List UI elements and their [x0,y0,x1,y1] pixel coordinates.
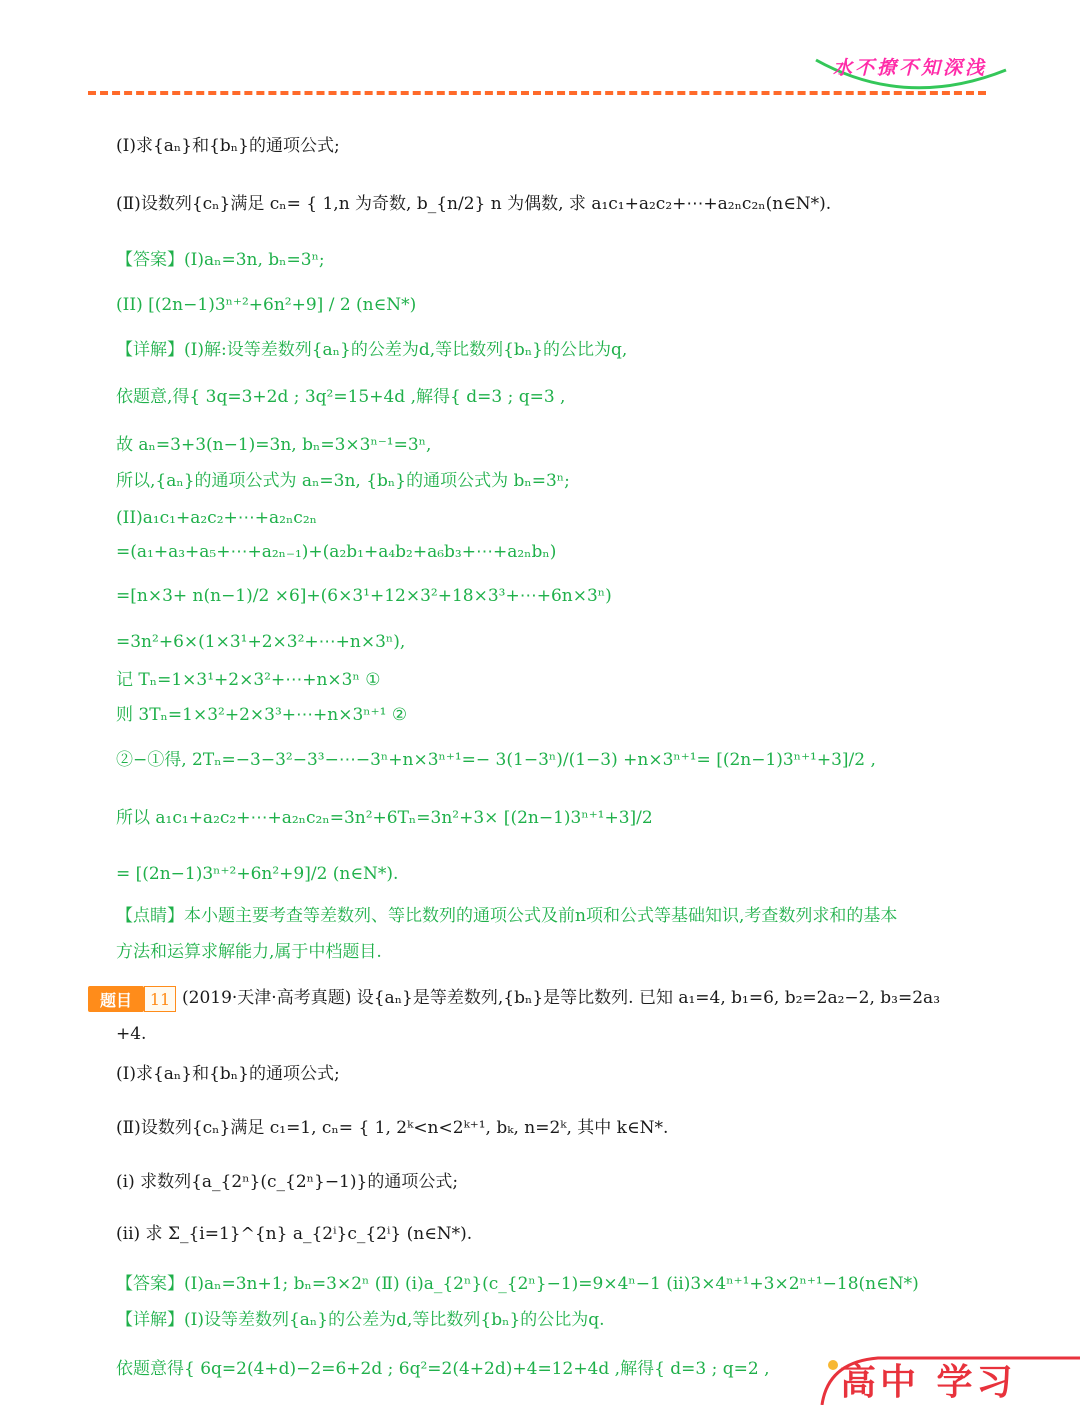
question-label: 题目 [88,986,144,1012]
detail-line: 则 3Tₙ=1×3²+2×3³+⋯+n×3ⁿ⁺¹ ② [116,705,408,725]
detail-line: =3n²+6×(1×3¹+2×3²+⋯+n×3ⁿ), [116,632,406,652]
text-line: (ii) 求 Σ_{i=1}^{n} a_{2ⁱ}c_{2ⁱ} (n∈N*). [116,1224,473,1244]
footer-logo [818,1348,1080,1405]
text-line: (Ⅰ)求{aₙ}和{bₙ}的通项公式; [116,1064,340,1084]
detail-line: (II)a₁c₁+a₂c₂+⋯+a₂ₙc₂ₙ [116,508,317,528]
comment-line: 方法和运算求解能力,属于中档题目. [116,942,382,962]
question-text: (2019·天津·高考真题) 设{aₙ}是等差数列,{bₙ}是等比数列. 已知 a₁=4, b₁=6, b₂=2a₂−2, b₃=2a₃ [182,988,941,1008]
comment-line: 【点睛】本小题主要考查等差数列、等比数列的通项公式及前n项和公式等基础知识,考查数列求和的基本 [116,906,898,926]
detail-line: 【详解】(I)解:设等差数列{aₙ}的公差为d,等比数列{bₙ}的公比为q, [116,340,628,360]
detail-line: 【详解】(Ⅰ)设等差数列{aₙ}的公差为d,等比数列{bₙ}的公比为q. [116,1310,605,1330]
detail-line: 依题意得{ 6q=2(4+d)−2=6+2d ; 6q²=2(4+2d)+4=12+4d ,解得{ d=3 ; q=2 , [116,1359,770,1379]
text-line: (i) 求数列{a_{2ⁿ}(c_{2ⁿ}−1)}的通项公式; [116,1172,459,1192]
detail-line: 记 Tₙ=1×3¹+2×3²+⋯+n×3ⁿ ① [116,670,381,690]
header-badge [806,40,1014,92]
answer-line: 【答案】(Ⅰ)aₙ=3n+1; bₙ=3×2ⁿ (Ⅱ) (i)a_{2ⁿ}(c_{2ⁿ}−1)=9×4ⁿ−1 (ii)3×4ⁿ⁺¹+3×2ⁿ⁺¹−18(n∈N*) [116,1274,919,1294]
detail-line: 故 aₙ=3+3(n−1)=3n, bₙ=3×3ⁿ⁻¹=3ⁿ, [116,435,432,455]
detail-line: 所以 a₁c₁+a₂c₂+⋯+a₂ₙc₂ₙ=3n²+6Tₙ=3n²+3× [(2n−1)3ⁿ⁺¹+3]/2 [116,808,653,828]
detail-line: 所以,{aₙ}的通项公式为 aₙ=3n, {bₙ}的通项公式为 bₙ=3ⁿ; [116,471,570,491]
answer-line: 【答案】(I)aₙ=3n, bₙ=3ⁿ; [116,250,325,270]
text-line: (Ⅰ)求{aₙ}和{bₙ}的通项公式; [116,136,340,156]
text-line: (Ⅱ)设数列{cₙ}满足 c₁=1, cₙ= { 1, 2ᵏ<n<2ᵏ⁺¹, bₖ, n=2ᵏ, 其中 k∈N*. [116,1118,669,1138]
badge-text: 水不撩不知深浅 [832,56,987,79]
detail-line: = [(2n−1)3ⁿ⁺²+6n²+9]/2 (n∈N*). [116,864,399,884]
detail-line: =[n×3+ n(n−1)/2 ×6]+(6×3¹+12×3²+18×3³+⋯+6n×3ⁿ) [116,586,612,606]
detail-line: ②−①得, 2Tₙ=−3−3²−3³−⋯−3ⁿ+n×3ⁿ⁺¹=− 3(1−3ⁿ)/(1−3) +n×3ⁿ⁺¹= [(2n−1)3ⁿ⁺¹+3]/2 , [116,750,876,770]
answer-line: (II) [(2n−1)3ⁿ⁺²+6n²+9] / 2 (n∈N*) [116,295,417,315]
question-number: 11 [144,986,176,1012]
header-divider [88,91,986,95]
logo-text: 高中 学习 [840,1362,1017,1403]
detail-line: =(a₁+a₃+a₅+⋯+a₂ₙ₋₁)+(a₂b₁+a₄b₂+a₆b₃+⋯+a₂ₙbₙ) [116,542,557,562]
detail-line: 依题意,得{ 3q=3+2d ; 3q²=15+4d ,解得{ d=3 ; q=3 , [116,387,566,407]
text-line: (Ⅱ)设数列{cₙ}满足 cₙ= { 1,n 为奇数, b_{n/2} n 为偶数, 求 a₁c₁+a₂c₂+⋯+a₂ₙc₂ₙ(n∈N*). [116,194,832,214]
question-text: +4. [116,1024,147,1044]
